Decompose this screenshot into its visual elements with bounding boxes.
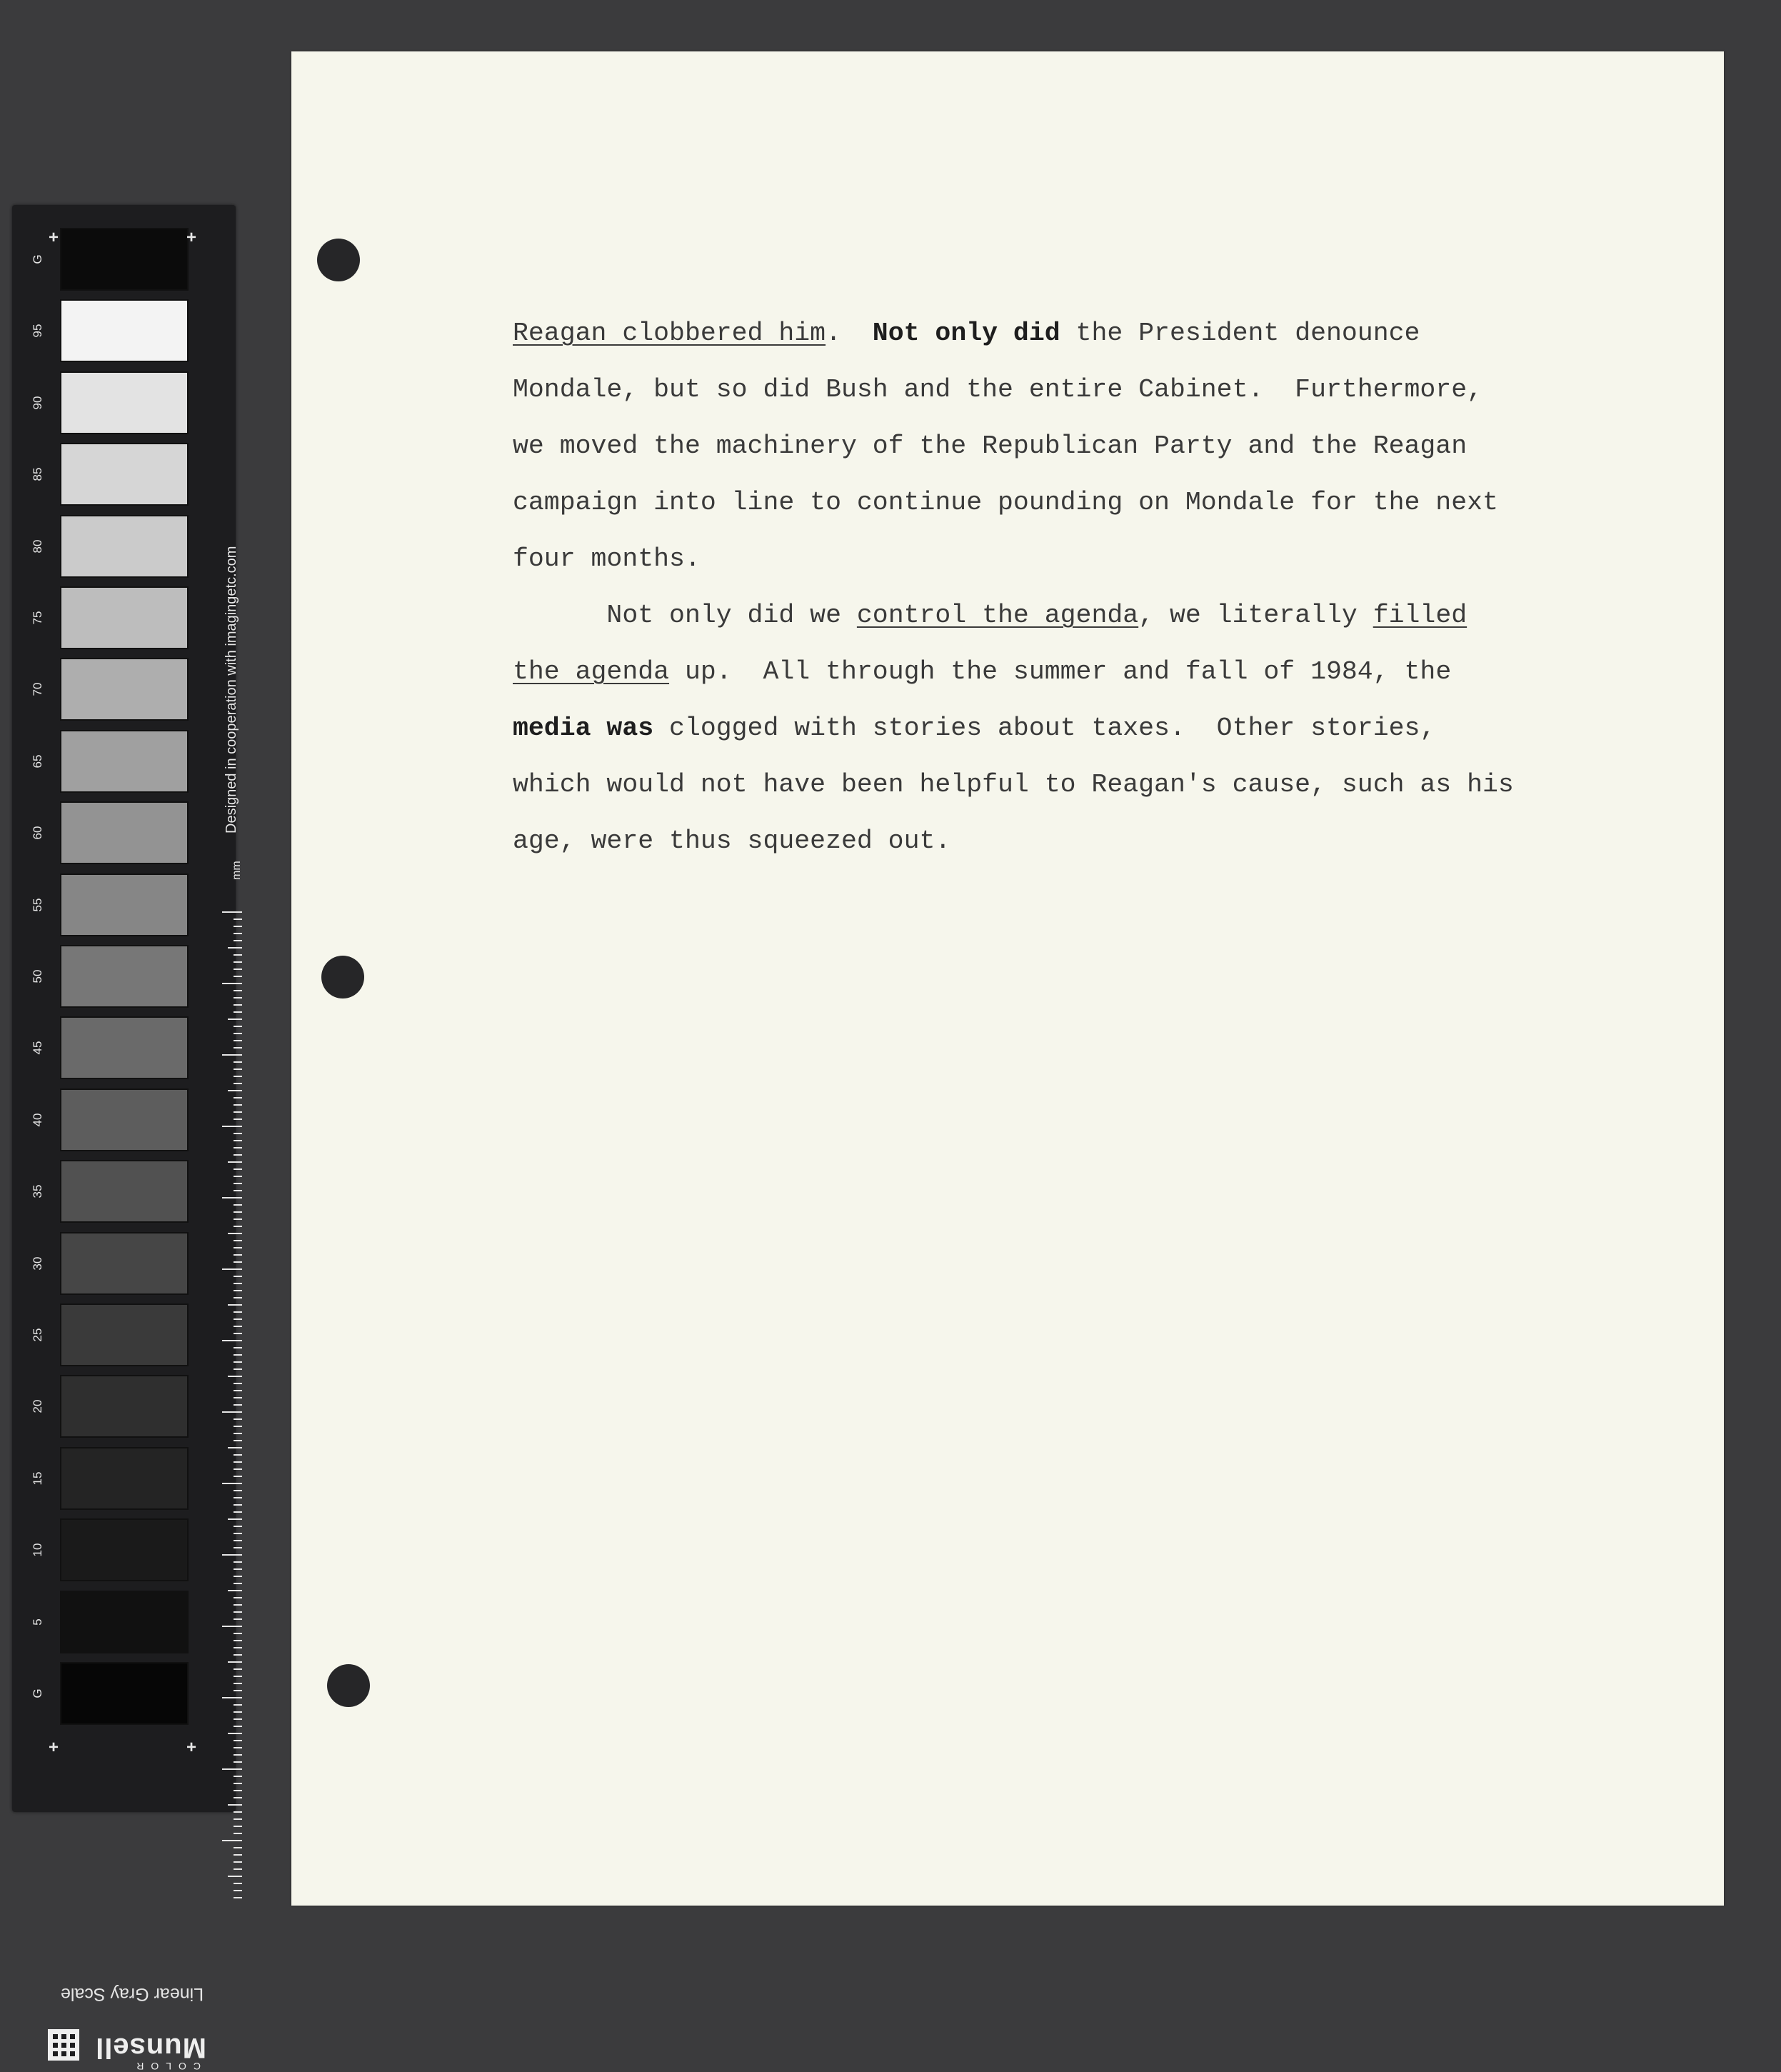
plus-mark: + [186,1738,197,1757]
gray-patch [60,658,189,721]
plus-mark: + [49,1738,59,1757]
text-segment: Not only did we [513,601,857,630]
text-line [513,474,1684,531]
text-line [513,531,1684,587]
munsell-logo [42,2019,206,2072]
punch-hole [321,956,364,999]
gray-patch [60,1160,189,1223]
text-line [513,700,1684,756]
text-segment: , we literally [1138,601,1373,630]
gray-patch [60,1375,189,1438]
text-segment: . [826,319,873,348]
punch-hole [317,239,360,281]
patch-label: 75 [31,611,44,625]
gray-patch [60,1518,189,1581]
text-line [513,756,1684,813]
patch-label: 30 [31,1256,44,1271]
credit-text: Designed in cooperation with imagingetc.com [224,546,239,834]
text-line [513,361,1684,418]
patch-label: 5 [31,1618,44,1626]
gray-patch [60,443,189,506]
text-segment: up. All through the summer and fall of 1984, the [669,657,1452,686]
text-segment: campaign into line to continue pounding on Mondale for the next [513,488,1498,517]
patch-label: 50 [31,969,44,984]
patch-label: 20 [31,1399,44,1413]
typed-text [513,305,1684,869]
gray-patch [60,801,189,864]
text-segment: which would not have been helpful to Reagan's cause, such as his [513,770,1514,799]
patch-label: 15 [31,1471,44,1486]
patch-label: 25 [31,1328,44,1342]
gray-patches [60,228,189,1733]
punch-hole [327,1664,370,1707]
patch-label: 55 [31,898,44,912]
gray-patch [60,1016,189,1079]
mm-ruler [219,909,242,1901]
gray-patch [60,1591,189,1653]
patch-label: G [31,1688,44,1698]
patch-label: 90 [31,396,44,410]
typed-page [291,51,1724,1906]
brand-sub: COLOR [129,2061,201,2072]
text-segment: clogged with stories about taxes. Other stories, [653,714,1436,743]
gray-patch [60,228,189,291]
patch-label: 10 [31,1543,44,1557]
patch-label: G [31,254,44,264]
patch-label: 65 [31,754,44,769]
text-segment: age, were thus squeezed out. [513,826,951,856]
patch-label: 95 [31,324,44,338]
gray-patch [60,874,189,936]
patch-label: 70 [31,682,44,696]
gray-patch [60,1088,189,1151]
gray-patch [60,1303,189,1366]
text-segment: we moved the machinery of the Republican Party and the Reagan [513,431,1468,461]
munsell-grid-icon [48,2029,79,2061]
gray-patch [60,730,189,793]
gray-patch [60,586,189,649]
text-line [513,644,1684,700]
gray-scale-target [12,205,243,2072]
plus-mark: + [186,228,197,247]
gray-patch [60,945,189,1008]
gray-patch [60,371,189,434]
heavy-text: media was [513,714,654,743]
patch-label: 80 [31,539,44,554]
patch-label: 85 [31,467,44,481]
ruler-unit-label: mm [231,861,243,880]
underlined-text: control the agenda [856,601,1139,630]
text-line [513,587,1684,644]
heavy-text: Not only did [872,319,1060,348]
text-line [513,813,1684,869]
text-line [513,418,1684,474]
gray-patch [60,299,189,362]
brand-name: Munsell [95,2032,206,2063]
underlined-text: Reagan clobbered him [513,319,826,348]
patch-label: 60 [31,826,44,840]
text-segment: the President denounce [1060,319,1420,348]
underlined-text: the agenda [513,657,670,686]
gray-patch [60,1232,189,1295]
patch-label: 40 [31,1113,44,1127]
text-segment: four months. [513,544,701,574]
underlined-text: filled [1373,601,1468,630]
text-line [513,305,1684,361]
gray-patch [60,1662,189,1725]
patch-label: 35 [31,1184,44,1198]
patch-label: 45 [31,1041,44,1055]
plus-mark: + [49,228,59,247]
gray-patch [60,515,189,578]
gray-patch [60,1447,189,1510]
text-segment: Mondale, but so did Bush and the entire Cabinet. Furthermore, [513,375,1483,404]
scale-title: Linear Gray Scale [60,1984,204,2004]
